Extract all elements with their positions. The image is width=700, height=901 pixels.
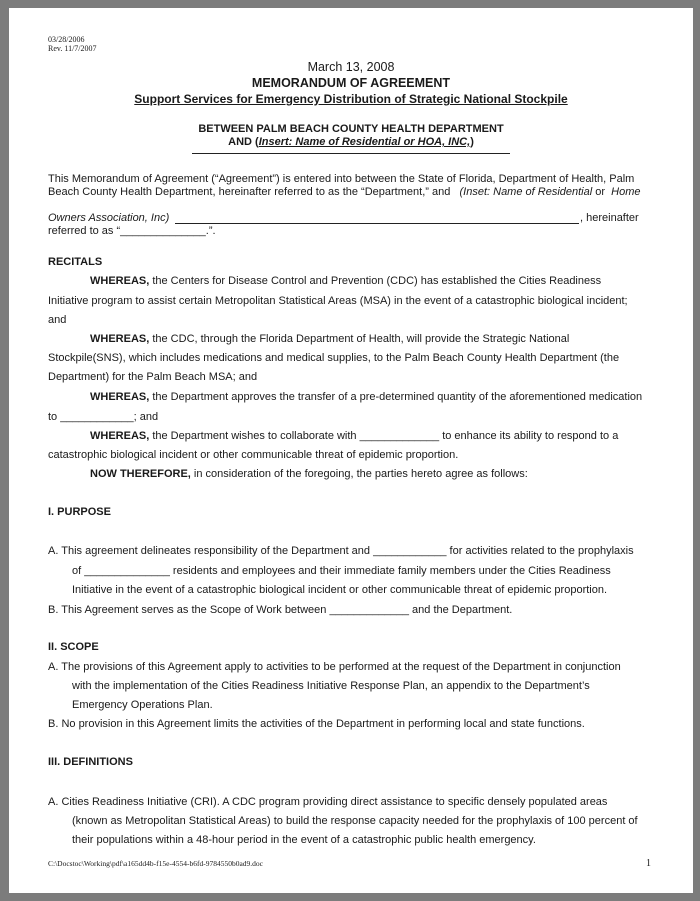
intro-line-1: This Memorandum of Agreement (“Agreement”) is entered into between the State of Florida, Department of Health, Palm [48, 173, 635, 185]
footer-file-path: C:\Docstoc\Working\pdf\a165dd4b-f15e-4554-b6fd-9784550b0ad9.doc [48, 859, 263, 868]
recital-2-line-2: Stockpile(SNS), which includes medications and medical supplies, to the Palm Beach County Health Department (the [48, 352, 620, 364]
parties-and-suffix: ) [470, 136, 474, 148]
recital-2-text: the CDC, through the Florida Department of Health, will provide the Strategic National [149, 333, 570, 345]
whereas-keyword: WHEREAS, [90, 333, 150, 345]
parties-and [9, 136, 693, 149]
purpose-a-line-3: Initiative in the event of a catastrophic biological incident or other communicable threat of epidemic proportion. [72, 584, 608, 596]
definitions-heading: III. DEFINITIONS [48, 756, 133, 768]
scope-a-line-3: Emergency Operations Plan. [72, 699, 213, 711]
intro-line-2-text: Beach County Health Department, hereinafter referred to as the “Department,” and [48, 186, 451, 198]
scope-a-line-2: with the implementation of the Cities Readiness Initiative Response Plan, an appendix to the Department’s [72, 680, 590, 692]
scope-b-line-1: B. No provision in this Agreement limits the activities of the Department in performing local and state functions. [48, 718, 585, 730]
recital-3-line-1 [90, 391, 642, 404]
whereas-keyword: WHEREAS, [90, 275, 150, 287]
recital-1-line-1 [90, 275, 601, 288]
now-therefore-line [90, 468, 528, 481]
document-subtitle: Support Services for Emergency Distribution of Strategic National Stockpile [134, 92, 568, 106]
recital-3-line-2: to ____________; and [48, 411, 159, 423]
intro-home: Home [611, 186, 641, 198]
intro-line-2 [48, 186, 640, 199]
whereas-keyword: WHEREAS, [90, 430, 150, 442]
definitions-a-line-2: (known as Metropolitan Statistical Areas) to build the response capacity needed for the prophylaxis of 100 percent of [72, 815, 638, 827]
recital-1-line-2: Initiative program to assist certain Metropolitan Statistical Areas (MSA) in the event of a catastrophic biological incident; [48, 295, 628, 307]
document-page [9, 8, 693, 893]
date-code: 03/28/2006 [48, 35, 85, 44]
intro-hereinafter: , hereinafter [580, 212, 639, 224]
document-title: MEMORANDUM OF AGREEMENT [251, 76, 451, 90]
definitions-a-line-1: A. Cities Readiness Initiative (CRI). A CDC program providing direct assistance to specific densely populated areas [48, 796, 608, 808]
recital-2-line-1 [90, 333, 569, 346]
definitions-a-line-3: their populations within a 48-hour period in the event of a catastrophic public health emergency. [72, 834, 536, 846]
recital-4-text: the Department wishes to collaborate with _____________ to enhance its ability to respond to a [149, 430, 619, 442]
parties-between: BETWEEN PALM BEACH COUNTY HEALTH DEPARTMENT [198, 123, 504, 135]
intro-owners-association: Owners Association, Inc) [48, 212, 170, 224]
recital-4-line-2: catastrophic biological incident or other communicable threat of epidemic proportion. [48, 449, 459, 461]
recital-1-text: the Centers for Disease Control and Prevention (CDC) has established the Cities Readiness [149, 275, 602, 287]
signature-rule [192, 153, 510, 154]
revision-date: Rev. 11/7/2007 [48, 44, 97, 53]
scope-a-line-1: A. The provisions of this Agreement apply to activities to be performed at the request of the Department in conjunction [48, 661, 621, 673]
intro-blank-line [175, 223, 579, 224]
purpose-heading: I. PURPOSE [48, 506, 111, 518]
recital-1-line-3: and [48, 314, 67, 326]
recital-4-line-1 [90, 430, 618, 443]
intro-or: or [592, 186, 609, 198]
parties-and-insert: Insert: Name of Residential or HOA, INC, [258, 136, 471, 148]
whereas-keyword: WHEREAS, [90, 391, 150, 403]
now-therefore-text: in consideration of the foregoing, the parties hereto agree as follows: [190, 468, 528, 480]
recital-3-text: the Department approves the transfer of a pre-determined quantity of the aforementioned medication [149, 391, 643, 403]
intro-referred-to: referred to as “______________.”. [48, 225, 216, 237]
page-number: 1 [646, 858, 651, 869]
parties-and-prefix: AND ( [228, 136, 259, 148]
document-date: March 13, 2008 [307, 60, 395, 74]
purpose-b-line-1: B. This Agreement serves as the Scope of Work between _____________ and the Department. [48, 604, 513, 616]
purpose-a-line-1: A. This agreement delineates responsibility of the Department and ____________ for activities related to the prophylaxis [48, 545, 634, 557]
recitals-heading: RECITALS [48, 256, 103, 268]
purpose-a-line-2: of ______________ residents and employees and their immediate family members under the Cities Readiness [72, 565, 611, 577]
now-therefore-keyword: NOW THEREFORE, [90, 468, 191, 480]
scope-heading: II. SCOPE [48, 641, 99, 653]
recital-2-line-3: Department) for the Palm Beach MSA; and [48, 371, 258, 383]
intro-insert-name: (Inset: Name of Residential [459, 186, 593, 198]
